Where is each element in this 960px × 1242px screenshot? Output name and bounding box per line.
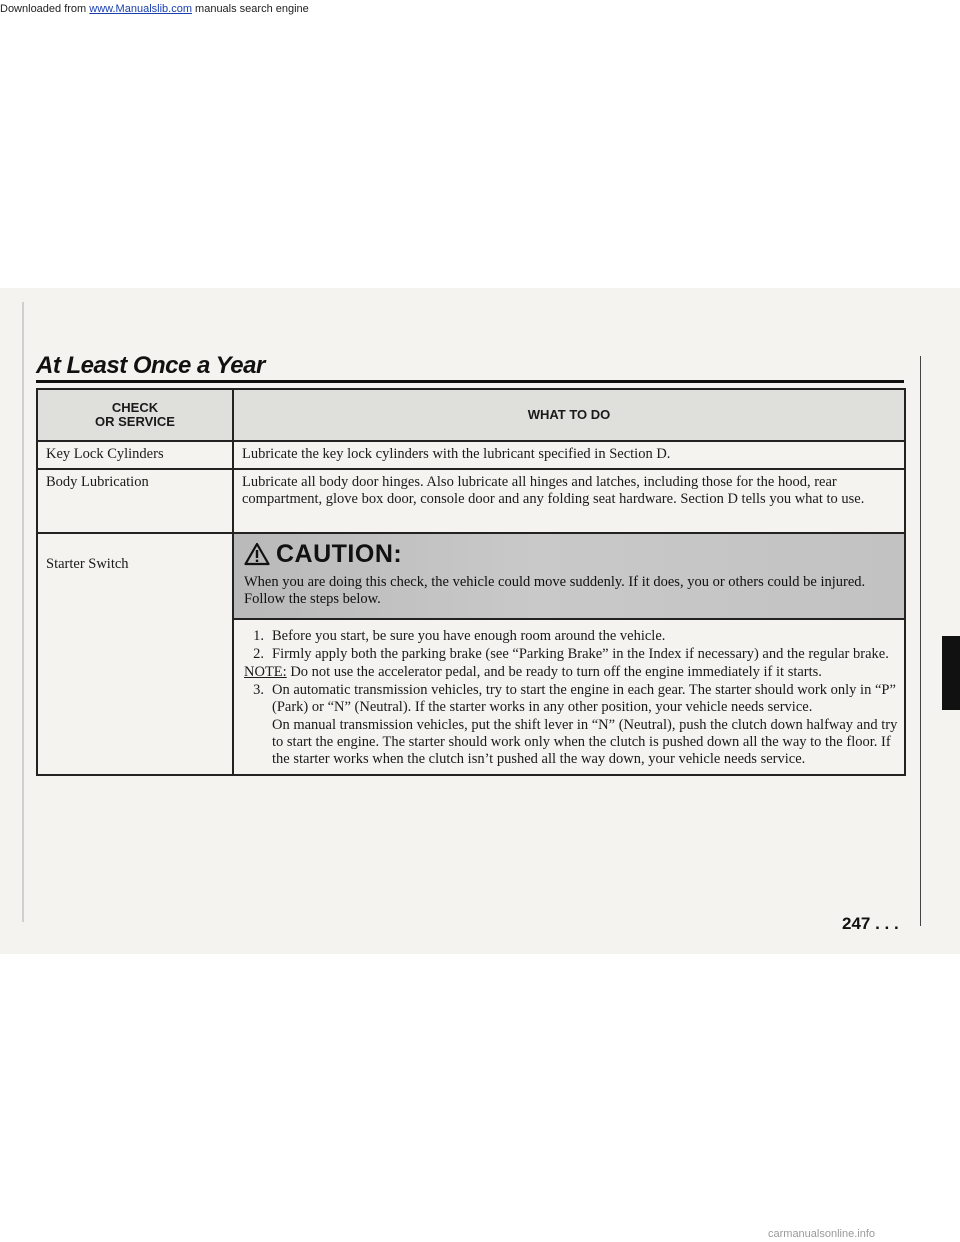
item-key-lock-cylinders: Key Lock Cylinders [37, 441, 233, 469]
footer-watermark: carmanualsonline.info [768, 1228, 876, 1240]
caution-title: CAUTION: [276, 539, 403, 568]
item-body-lubrication: Body Lubrication [37, 469, 233, 533]
caution-heading [244, 539, 894, 568]
title-underline [36, 380, 904, 383]
manualslib-link[interactable]: www.Manualslib.com [89, 3, 192, 15]
table-row [37, 441, 905, 469]
page-number: 247 . . . [842, 914, 899, 933]
step-number: 1. [253, 628, 264, 644]
maintenance-table [36, 388, 906, 776]
instruction-body-lubrication: Lubricate all body door hinges. Also lubricate all hinges and latches, including those for the hood, rear compartment, glove box door, console door and any folding seat hardware. Section D tells you what to use. [233, 469, 905, 533]
section-title: At Least Once a Year [36, 352, 265, 379]
step-number: 3. [253, 682, 264, 698]
banner-prefix: Downloaded from [0, 3, 90, 15]
item-starter-switch [37, 533, 233, 775]
step-text: Before you start, be sure you have enough room around the vehicle. [272, 628, 666, 644]
download-banner [0, 3, 309, 15]
table-row [37, 469, 905, 533]
table-row [37, 533, 905, 775]
warning-triangle-icon [244, 542, 270, 566]
table-header-row [37, 389, 905, 441]
section-thumb-tab [942, 636, 960, 710]
step-number: 2. [253, 646, 264, 662]
header-check-or-service: CHECK OR SERVICE [37, 389, 233, 441]
list-item [242, 628, 898, 645]
note-label: NOTE: [244, 664, 287, 680]
instruction-key-lock-cylinders: Lubricate the key lock cylinders with the lubricant specified in Section D. [233, 441, 905, 469]
note-line [244, 664, 898, 681]
binding-margin-line [22, 302, 24, 922]
instruction-starter-switch [233, 533, 905, 775]
starter-switch-label: Starter Switch [46, 556, 129, 572]
caution-text: When you are doing this check, the vehicle could move suddenly. If it does, you or others could be injured. Follow the steps below. [244, 574, 866, 607]
step-text: On automatic transmission vehicles, try to start the engine in each gear. The starter should work only in “P” (Park) or “N” (Neutral). If the starter works in any other position, your vehicle needs service. [272, 682, 896, 715]
manual-transmission-paragraph: On manual transmission vehicles, put the shift lever in “N” (Neutral), push the clutch down halfway and try to start the engine. The starter should work only when the clutch is pushed down all the way to the floor. If the starter works when the clutch isn’t pushed all the way down, your vehicle needs service. [272, 717, 898, 767]
note-text: Do not use the accelerator pedal, and be ready to turn off the engine immediately if it starts. [286, 664, 822, 680]
list-item [242, 646, 898, 663]
step-text: Firmly apply both the parking brake (see “Parking Brake” in the Index if necessary) and the regular brake. [272, 646, 889, 662]
list-item [242, 682, 898, 716]
header-what-to-do: WHAT TO DO [233, 389, 905, 441]
caution-box [234, 534, 904, 620]
banner-suffix: manuals search engine [191, 3, 309, 15]
starter-steps [242, 620, 898, 770]
right-margin-line [920, 356, 921, 926]
